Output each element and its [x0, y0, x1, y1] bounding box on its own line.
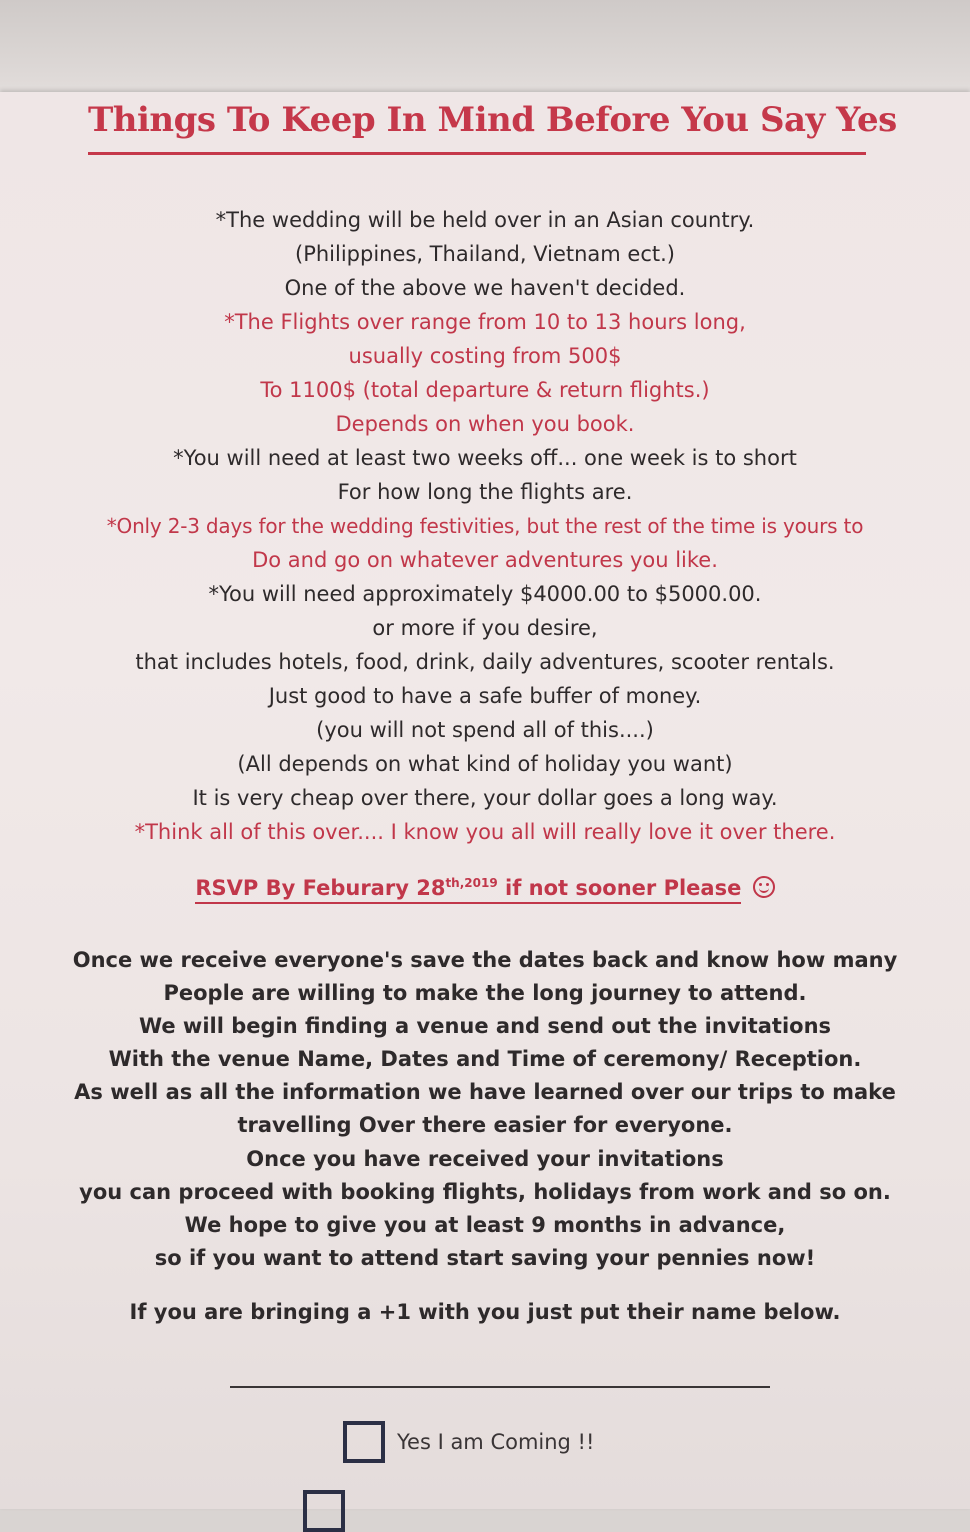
info-line: (All depends on what kind of holiday you want) — [237, 752, 733, 776]
decline-checkbox[interactable] — [303, 1490, 345, 1532]
rsvp-superscript: th,2019 — [445, 876, 498, 890]
info-line: Depends on when you book. — [335, 412, 635, 436]
rsvp-prefix: RSVP By Feburary 28 — [195, 876, 446, 900]
guest-name-blank[interactable] — [230, 1386, 770, 1388]
rsvp-deadline — [0, 876, 970, 900]
info-line: (you will not spend all of this....) — [316, 718, 654, 742]
rsvp-suffix: if not sooner Please — [497, 876, 742, 900]
info-line: *Think all of this over.... I know you all will really love it over there. — [134, 820, 836, 844]
followup-line: With the venue Name, Dates and Time of ceremony/ Reception. — [108, 1047, 862, 1072]
info-line: One of the above we haven't decided. — [284, 276, 686, 300]
plus-one-instruction: If you are bringing a +1 with you just put their name below. — [129, 1300, 841, 1324]
followup-line: People are willing to make the long journey to attend. — [163, 981, 807, 1006]
followup-lines — [0, 944, 970, 1275]
decline-option[interactable] — [303, 1490, 357, 1532]
info-line: *The wedding will be held over in an Asian country. — [215, 208, 755, 232]
info-line: *Only 2-3 days for the wedding festivities, but the rest of the time is yours to — [106, 514, 864, 538]
followup-line: We will begin finding a venue and send out the invitations — [138, 1014, 832, 1039]
info-lines — [0, 203, 970, 849]
info-line: or more if you desire, — [372, 616, 598, 640]
info-line: (Philippines, Thailand, Vietnam ect.) — [295, 242, 675, 266]
followup-line: Once you have received your invitations — [246, 1146, 724, 1171]
yes-option[interactable] — [343, 1421, 594, 1463]
info-line: To 1100$ (total departure & return flights.) — [260, 378, 710, 402]
followup-line: We hope to give you at least 9 months in advance, — [184, 1212, 786, 1237]
info-line: It is very cheap over there, your dollar goes a long way. — [192, 786, 778, 810]
info-line: Do and go on whatever adventures you like. — [252, 548, 718, 572]
page-title: Things To Keep In Mind Before You Say Yes — [88, 100, 897, 140]
info-line: *You will need at least two weeks off... one week is to short — [173, 446, 797, 470]
info-line: *The Flights over range from 10 to 13 hours long, — [224, 310, 746, 334]
title-underline — [88, 152, 866, 155]
info-line: Just good to have a safe buffer of money. — [268, 684, 702, 708]
rsvp-text — [195, 876, 741, 904]
smiley-icon — [753, 876, 775, 898]
yes-checkbox[interactable] — [343, 1421, 385, 1463]
followup-line: so if you want to attend start saving your pennies now! — [154, 1245, 816, 1270]
yes-label: Yes I am Coming !! — [397, 1430, 595, 1454]
followup-line: Once we receive everyone's save the dates back and know how many — [72, 948, 898, 972]
info-line: For how long the flights are. — [337, 480, 633, 504]
followup-line: As well as all the information we have learned over our trips to make — [74, 1080, 896, 1105]
info-line: that includes hotels, food, drink, daily adventures, scooter rentals. — [135, 650, 835, 674]
info-line: usually costing from 500$ — [348, 344, 622, 368]
followup-line: travelling Over there easier for everyone. — [237, 1113, 733, 1138]
followup-line: you can proceed with booking flights, holidays from work and so on. — [79, 1179, 891, 1204]
info-line: *You will need approximately $4000.00 to $5000.00. — [208, 582, 762, 606]
